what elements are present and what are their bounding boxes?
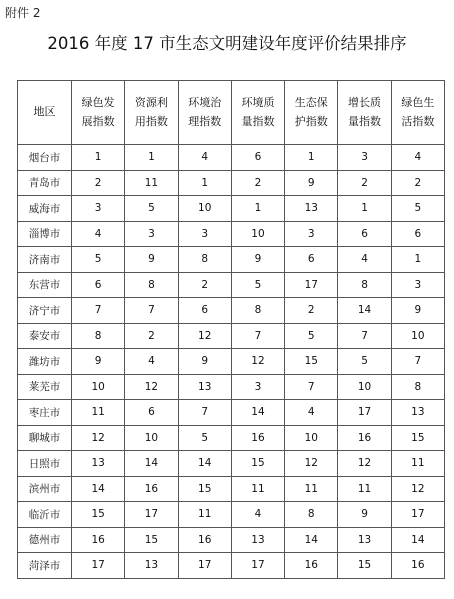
rank-cell: 16 [338, 425, 391, 451]
table-row [18, 298, 445, 324]
rank-cell: 14 [231, 400, 284, 426]
rank-cell: 14 [285, 527, 338, 553]
rank-cell: 4 [391, 145, 444, 171]
city-cell: 潍坊市 [18, 349, 72, 375]
rank-cell: 12 [178, 323, 231, 349]
table-row [18, 476, 445, 502]
rank-cell: 16 [125, 476, 178, 502]
rank-cell: 6 [391, 221, 444, 247]
rank-cell: 12 [125, 374, 178, 400]
rank-cell: 12 [338, 451, 391, 477]
rank-cell: 13 [178, 374, 231, 400]
rank-cell: 17 [391, 502, 444, 528]
rank-cell: 10 [72, 374, 125, 400]
rank-cell: 7 [72, 298, 125, 324]
rank-cell: 8 [178, 247, 231, 273]
header-cell-growth-quality: 增长质量指数 [338, 81, 391, 145]
rank-cell: 9 [125, 247, 178, 273]
rank-cell: 10 [391, 323, 444, 349]
rank-cell: 4 [231, 502, 284, 528]
rank-cell: 9 [178, 349, 231, 375]
rank-cell: 12 [231, 349, 284, 375]
table-row [18, 196, 445, 222]
attachment-label: 附件 2 [5, 6, 41, 20]
table-row [18, 553, 445, 579]
rank-cell: 16 [285, 553, 338, 579]
rank-cell: 1 [231, 196, 284, 222]
rank-cell: 6 [285, 247, 338, 273]
rank-cell: 14 [72, 476, 125, 502]
city-cell: 济宁市 [18, 298, 72, 324]
rank-cell: 8 [338, 272, 391, 298]
rank-cell: 5 [391, 196, 444, 222]
rank-cell: 4 [338, 247, 391, 273]
rank-cell: 8 [285, 502, 338, 528]
rank-cell: 3 [72, 196, 125, 222]
ranking-table [17, 80, 445, 579]
rank-cell: 4 [125, 349, 178, 375]
table-row [18, 323, 445, 349]
table-row [18, 400, 445, 426]
header-cell-green-living: 绿色生活指数 [391, 81, 444, 145]
rank-cell: 14 [338, 298, 391, 324]
rank-cell: 2 [72, 170, 125, 196]
city-cell: 德州市 [18, 527, 72, 553]
rank-cell: 6 [231, 145, 284, 171]
table-row [18, 451, 445, 477]
rank-cell: 12 [391, 476, 444, 502]
rank-cell: 3 [125, 221, 178, 247]
rank-cell: 10 [231, 221, 284, 247]
rank-cell: 1 [72, 145, 125, 171]
city-cell: 威海市 [18, 196, 72, 222]
rank-cell: 10 [285, 425, 338, 451]
rank-cell: 15 [338, 553, 391, 579]
rank-cell: 15 [391, 425, 444, 451]
document-title: 2016 年度 17 市生态文明建设年度评价结果排序 [47, 34, 407, 53]
rank-cell: 7 [178, 400, 231, 426]
rank-cell: 8 [125, 272, 178, 298]
rank-cell: 17 [72, 553, 125, 579]
rank-cell: 2 [178, 272, 231, 298]
city-cell: 聊城市 [18, 425, 72, 451]
rank-cell: 7 [285, 374, 338, 400]
rank-cell: 6 [125, 400, 178, 426]
rank-cell: 2 [391, 170, 444, 196]
city-cell: 泰安市 [18, 323, 72, 349]
rank-cell: 17 [231, 553, 284, 579]
rank-cell: 13 [125, 553, 178, 579]
rank-cell: 5 [338, 349, 391, 375]
rank-cell: 2 [125, 323, 178, 349]
rank-cell: 6 [72, 272, 125, 298]
rank-cell: 12 [285, 451, 338, 477]
table-header-row [18, 81, 445, 145]
header-cell-region: 地区 [18, 81, 72, 145]
city-cell: 日照市 [18, 451, 72, 477]
rank-cell: 2 [285, 298, 338, 324]
rank-cell: 9 [391, 298, 444, 324]
city-cell: 烟台市 [18, 145, 72, 171]
table-row [18, 425, 445, 451]
table-row [18, 527, 445, 553]
rank-cell: 16 [72, 527, 125, 553]
rank-cell: 8 [231, 298, 284, 324]
header-cell-ecological-protection: 生态保护指数 [285, 81, 338, 145]
rank-cell: 11 [391, 451, 444, 477]
rank-cell: 3 [231, 374, 284, 400]
rank-cell: 7 [125, 298, 178, 324]
city-cell: 济南市 [18, 247, 72, 273]
header-cell-environmental-governance: 环境治理指数 [178, 81, 231, 145]
rank-cell: 17 [285, 272, 338, 298]
rank-cell: 1 [125, 145, 178, 171]
rank-cell: 11 [338, 476, 391, 502]
rank-cell: 15 [72, 502, 125, 528]
rank-cell: 13 [391, 400, 444, 426]
header-cell-green-development: 绿色发展指数 [72, 81, 125, 145]
rank-cell: 11 [285, 476, 338, 502]
rank-cell: 7 [391, 349, 444, 375]
rank-cell: 5 [231, 272, 284, 298]
rank-cell: 5 [178, 425, 231, 451]
rank-cell: 8 [391, 374, 444, 400]
rank-cell: 1 [338, 196, 391, 222]
rank-cell: 5 [285, 323, 338, 349]
city-cell: 莱芜市 [18, 374, 72, 400]
header-cell-environmental-quality: 环境质量指数 [231, 81, 284, 145]
table-row [18, 502, 445, 528]
rank-cell: 13 [72, 451, 125, 477]
rank-cell: 3 [285, 221, 338, 247]
city-cell: 滨州市 [18, 476, 72, 502]
rank-cell: 3 [338, 145, 391, 171]
rank-cell: 14 [125, 451, 178, 477]
rank-cell: 15 [231, 451, 284, 477]
city-cell: 东营市 [18, 272, 72, 298]
rank-cell: 3 [178, 221, 231, 247]
table-row [18, 374, 445, 400]
rank-cell: 1 [391, 247, 444, 273]
rank-cell: 16 [231, 425, 284, 451]
rank-cell: 14 [391, 527, 444, 553]
rank-cell: 10 [125, 425, 178, 451]
rank-cell: 13 [338, 527, 391, 553]
rank-cell: 2 [231, 170, 284, 196]
rank-cell: 10 [178, 196, 231, 222]
rank-cell: 3 [391, 272, 444, 298]
rank-cell: 9 [338, 502, 391, 528]
rank-cell: 15 [125, 527, 178, 553]
header-cell-resource-utilization: 资源利用指数 [125, 81, 178, 145]
rank-cell: 16 [178, 527, 231, 553]
rank-cell: 1 [285, 145, 338, 171]
rank-cell: 10 [338, 374, 391, 400]
rank-cell: 11 [178, 502, 231, 528]
rank-cell: 17 [178, 553, 231, 579]
rank-cell: 1 [178, 170, 231, 196]
rank-cell: 14 [178, 451, 231, 477]
table-row [18, 272, 445, 298]
rank-cell: 9 [72, 349, 125, 375]
rank-cell: 11 [125, 170, 178, 196]
table-row [18, 145, 445, 171]
rank-cell: 15 [178, 476, 231, 502]
table-row [18, 349, 445, 375]
rank-cell: 4 [178, 145, 231, 171]
rank-cell: 4 [72, 221, 125, 247]
rank-cell: 9 [231, 247, 284, 273]
rank-cell: 11 [72, 400, 125, 426]
city-cell: 枣庄市 [18, 400, 72, 426]
rank-cell: 7 [338, 323, 391, 349]
table-row [18, 170, 445, 196]
table-row [18, 247, 445, 273]
rank-cell: 16 [391, 553, 444, 579]
rank-cell: 4 [285, 400, 338, 426]
city-cell: 淄博市 [18, 221, 72, 247]
rank-cell: 5 [125, 196, 178, 222]
table-row [18, 221, 445, 247]
rank-cell: 6 [338, 221, 391, 247]
rank-cell: 17 [338, 400, 391, 426]
rank-cell: 12 [72, 425, 125, 451]
rank-cell: 13 [285, 196, 338, 222]
rank-cell: 8 [72, 323, 125, 349]
city-cell: 青岛市 [18, 170, 72, 196]
rank-cell: 15 [285, 349, 338, 375]
rank-cell: 11 [231, 476, 284, 502]
rank-cell: 7 [231, 323, 284, 349]
rank-cell: 9 [285, 170, 338, 196]
rank-cell: 6 [178, 298, 231, 324]
city-cell: 临沂市 [18, 502, 72, 528]
rank-cell: 5 [72, 247, 125, 273]
rank-cell: 2 [338, 170, 391, 196]
city-cell: 菏泽市 [18, 553, 72, 579]
rank-cell: 13 [231, 527, 284, 553]
rank-cell: 17 [125, 502, 178, 528]
table-body [18, 145, 445, 579]
